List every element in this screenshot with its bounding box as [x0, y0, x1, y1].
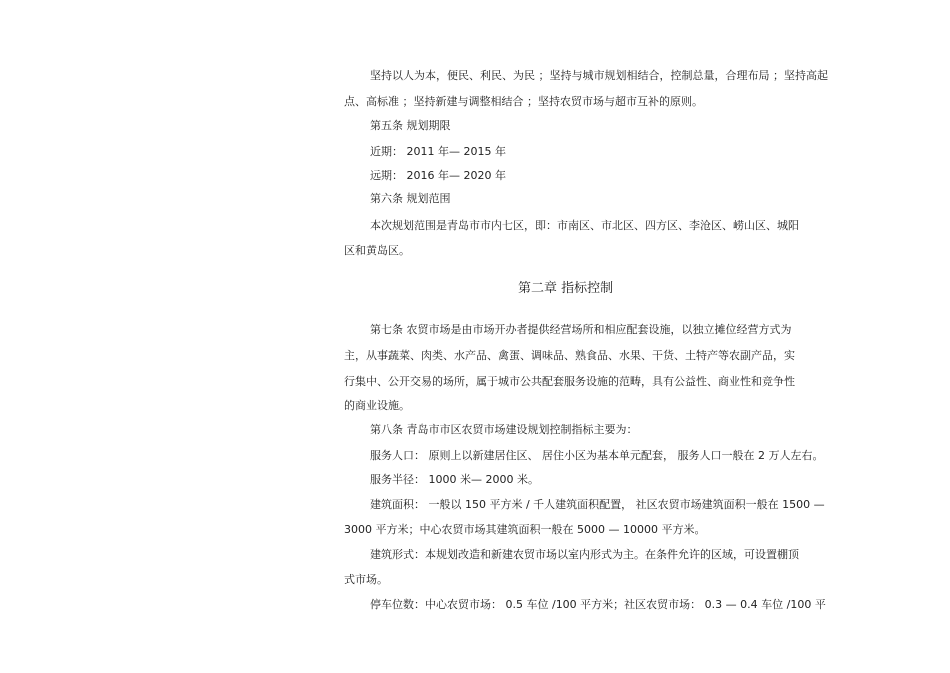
paragraph-line: 坚持以人为本，便民、利民、为民 ；坚持与城市规划相结合，控制总量，合理布局 ；坚持高起	[370, 69, 828, 82]
paragraph-line: 第七条 农贸市场是由市场开办者提供经营场所和相应配套设施，以独立摊位经营方式为	[370, 323, 792, 336]
article-heading: 第六条 规划范围	[370, 192, 451, 205]
paragraph-line: 的商业设施。	[344, 399, 410, 412]
paragraph-line: 3000 平方米；中心农贸市场其建筑面积一般在 5000 — 10000 平方米。	[344, 523, 706, 536]
paragraph-line: 建筑形式：本规划改造和新建农贸市场以室内形式为主。在条件允许的区域，可设置棚顶	[370, 548, 799, 561]
paragraph-line: 点、高标准 ；坚持新建与调整相结合 ；坚持农贸市场与超市互补的原则。	[344, 95, 703, 108]
article-heading: 第八条 青岛市市区农贸市场建设规划控制指标主要为：	[370, 423, 638, 436]
paragraph-line: 行集中、公开交易的场所，属于城市公共配套服务设施的范畴，具有公益性、商业性和竞争性	[344, 375, 795, 388]
paragraph-line: 本次规划范围是青岛市市内七区，即：市南区、市北区、四方区、李沧区、崂山区、城阳	[370, 219, 799, 232]
chapter-title: 第二章 指标控制	[518, 281, 614, 296]
paragraph-line: 服务人口： 原则上以新建居住区、 居住小区为基本单元配套， 服务人口一般在 2 万人左右。	[370, 449, 824, 462]
paragraph-line: 建筑面积： 一般以 150 平方米 / 千人建筑面积配置， 社区农贸市场建筑面积一般在 1500 —	[370, 498, 825, 511]
paragraph-line: 远期： 2016 年— 2020 年	[370, 169, 506, 182]
paragraph-line: 式市场。	[344, 573, 388, 586]
paragraph-line: 服务半径： 1000 米— 2000 米。	[370, 473, 539, 486]
article-heading: 第五条 规划期限	[370, 119, 451, 132]
paragraph-line: 近期： 2011 年— 2015 年	[370, 145, 506, 158]
paragraph-line: 停车位数：中心农贸市场： 0.5 车位 /100 平方米；社区农贸市场： 0.3 — 0.4 车位 /100 平	[370, 598, 826, 611]
paragraph-line: 区和黄岛区。	[344, 244, 410, 257]
paragraph-line: 主，从事蔬菜、肉类、水产品、禽蛋、调味品、熟食品、水果、干货、土特产等农副产品，实	[344, 349, 795, 362]
